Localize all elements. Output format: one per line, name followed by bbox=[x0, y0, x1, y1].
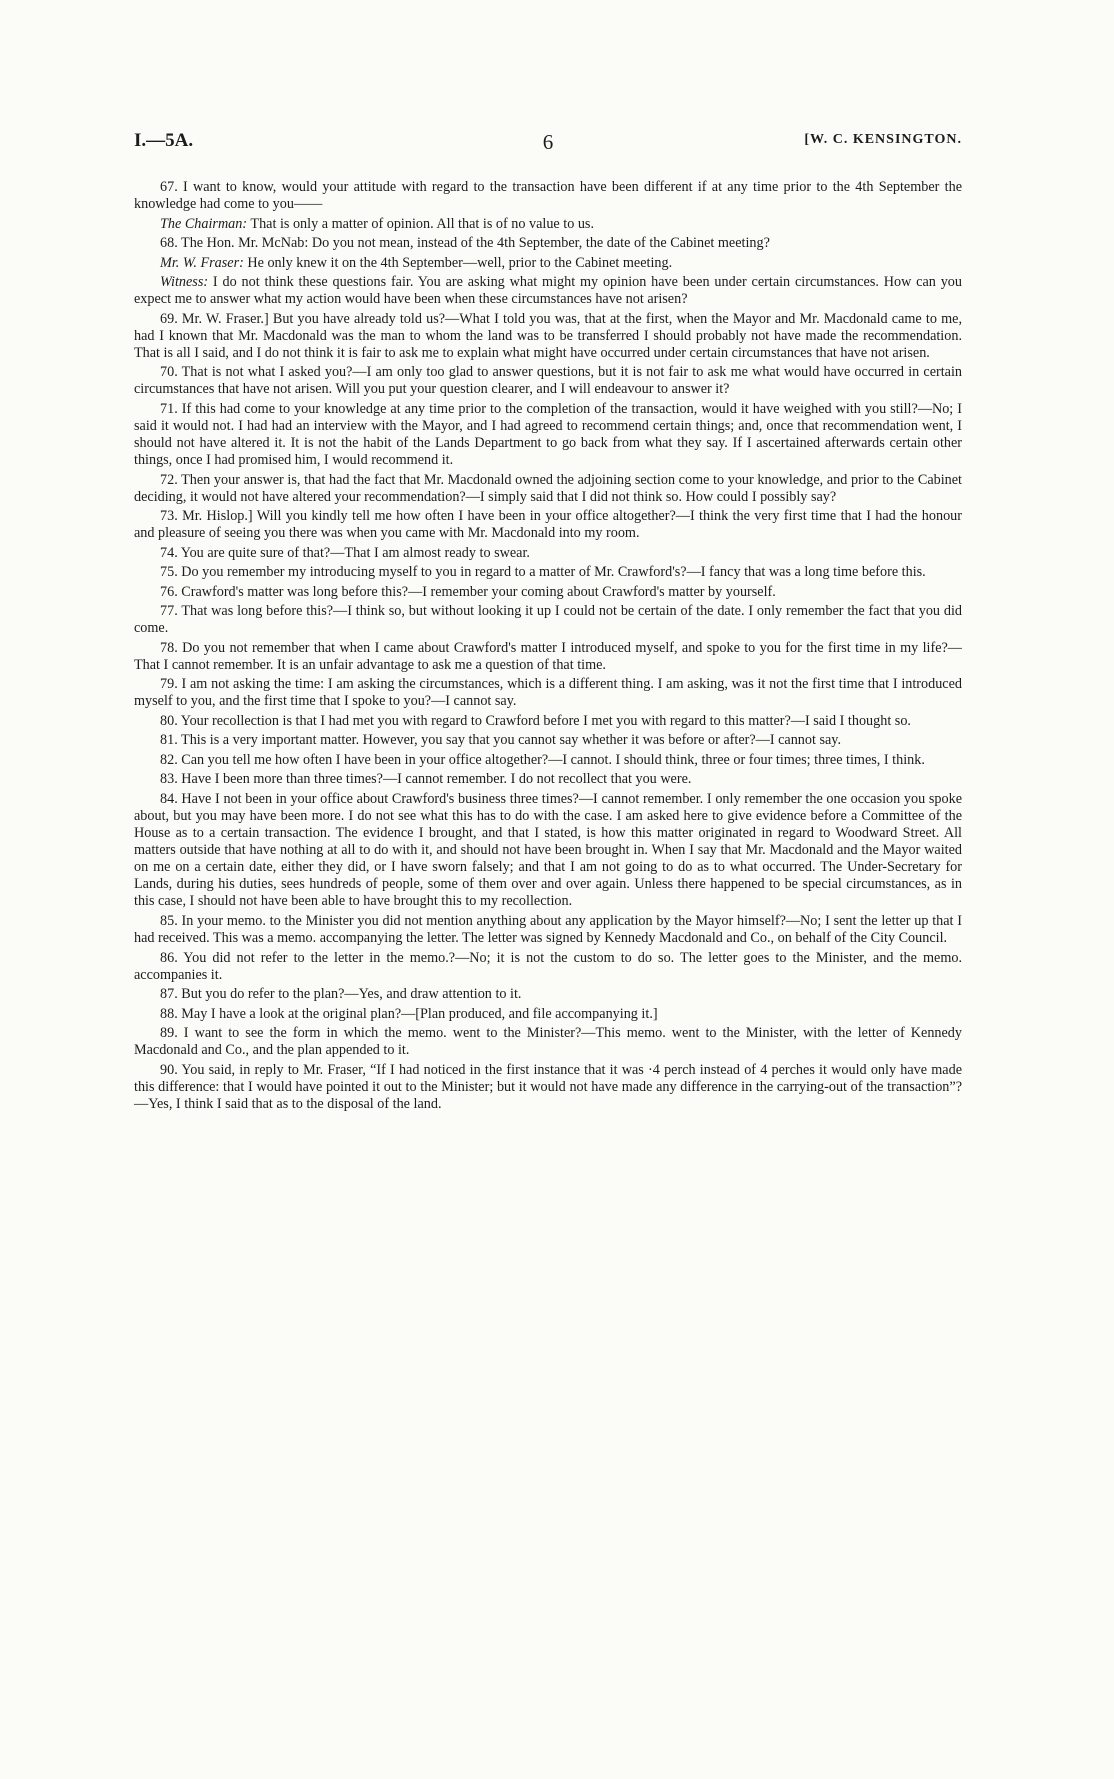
speaker-label: Mr. W. Fraser: bbox=[160, 254, 244, 271]
question-paragraph bbox=[134, 472, 962, 506]
paragraph-text: 76. Crawford's matter was long before this?—I remember your coming about Crawford's matter by yourself. bbox=[160, 583, 776, 600]
question-paragraph bbox=[134, 986, 962, 1003]
question-paragraph bbox=[134, 401, 962, 469]
question-paragraph bbox=[134, 713, 962, 730]
paragraph-text: 81. This is a very important matter. However, you say that you cannot say whether it was before or after?—I cannot say. bbox=[160, 732, 842, 749]
paragraph-text: 73. Mr. Hislop.] Will you kindly tell me how often I have been in your office altogether?—I think the very first time that I had the honour and pleasure of seeing you there was when you came with Mr. Macdonald into my room. bbox=[134, 508, 962, 542]
question-paragraph bbox=[134, 311, 962, 362]
speaker-label: The Chairman: bbox=[160, 215, 248, 232]
paragraph-text: 68. The Hon. Mr. McNab: Do you not mean, instead of the 4th September, the date of the Cabinet meeting? bbox=[160, 235, 770, 252]
paragraph-text: 83. Have I been more than three times?—I cannot remember. I do not recollect that you were. bbox=[160, 771, 692, 788]
question-paragraph bbox=[134, 1006, 962, 1023]
paragraph-text: 79. I am not asking the time: I am asking the circumstances, which is a different thing. I am asking, was it not the first time that I introduced myself to you, and the first time that I spoke to you?—I cannot say. bbox=[134, 676, 962, 710]
paragraph-text: He only knew it on the 4th September—well, prior to the Cabinet meeting. bbox=[243, 254, 673, 271]
paragraph-text: 71. If this had come to your knowledge at any time prior to the completion of the transaction, would it have weighed with you still?—No; I said it would not. I had had an interview with the Mayor, and I had agreed to recommend certain things; and, once that recommendation went, I should not have altered it. It is not the habit of the Lands Department to go back from what they say. If I ascertained afterwards certain other things, once I had promised him, I would recommend it. bbox=[134, 400, 962, 469]
paragraph-text: That is only a matter of opinion. All that is of no value to us. bbox=[247, 215, 595, 232]
evidence-text bbox=[134, 179, 962, 1113]
paragraph-text: 80. Your recollection is that I had met you with regard to Crawford before I met you with regard to this matter?—I said I thought so. bbox=[160, 712, 911, 729]
paragraph-text: 84. Have I not been in your office about Crawford's business three times?—I cannot remember. I only remember the one occasion you spoke about, but you may have been more. I do not see what this has to do with the case. I am asked here to give evidence before a Committee of the House as to a certain transaction. The evidence I brought, and that I stated, is how this matter originated in regard to Woodward Street. All matters outside that have nothing at all to do with it, and should not have been brought in. When I say that Mr. Macdonald and the Mayor waited on me on a certain date, either they did, or I have sworn falsely; and that I am not going to do as to what occurred. The Under-Secretary for Lands, during his duties, sees hundreds of people, some of them over and over again. Unless there happened to be special circumstances, as in this case, I should not have been able to have brought this to my recollection. bbox=[134, 790, 962, 910]
paragraph-text: 72. Then your answer is, that had the fact that Mr. Macdonald owned the adjoining section come to your knowledge, and prior to the Cabinet deciding, it would not have altered your recommendation?—I simply said that I did not think so. How could I possibly say? bbox=[134, 471, 962, 505]
page-number: 6 bbox=[542, 130, 554, 154]
question-paragraph bbox=[134, 235, 962, 252]
paragraph-text: 87. But you do refer to the plan?—Yes, and draw attention to it. bbox=[160, 986, 522, 1003]
paragraph-text: 90. You said, in reply to Mr. Fraser, “If I had noticed in the first instance that it was ·4 perch instead of 4 perches it would only have made this difference: that I would have pointed it out to the Minister; but it would not have made any difference in the carrying-out of the transaction”?—Yes, I think I said that as to the disposal of the land. bbox=[134, 1061, 962, 1112]
paragraph-text: 75. Do you remember my introducing myself to you in regard to a matter of Mr. Crawford's?—I fancy that was a long time before this. bbox=[160, 564, 926, 581]
question-paragraph bbox=[134, 216, 962, 233]
paragraph-text: 86. You did not refer to the letter in the memo.?—No; it is not the custom to do so. The letter goes to the Minister, and the memo. accompanies it. bbox=[134, 949, 962, 983]
question-paragraph bbox=[134, 179, 962, 213]
paragraph-text: 85. In your memo. to the Minister you did not mention anything about any application by the Mayor himself?—No; I sent the letter up that I had received. This was a memo. accompanying the letter. The letter was signed by Kennedy Macdonald and Co., on behalf of the City Council. bbox=[134, 912, 962, 947]
paragraph-text: 77. That was long before this?—I think so, but without looking it up I could not be certain of the date. I only remember the fact that you did come. bbox=[134, 603, 962, 637]
paragraph-text: 88. May I have a look at the original plan?—[Plan produced, and file accompanying it.] bbox=[160, 1005, 658, 1022]
question-paragraph bbox=[134, 913, 962, 947]
paragraph-text: 74. You are quite sure of that?—That I am almost ready to swear. bbox=[160, 544, 530, 561]
question-paragraph bbox=[134, 364, 962, 398]
question-paragraph bbox=[134, 545, 962, 562]
question-paragraph bbox=[134, 771, 962, 788]
speaker-label: Witness: bbox=[160, 274, 209, 291]
paragraph-text: 82. Can you tell me how often I have been in your office altogether?—I cannot. I should think, three or four times; three times, I think. bbox=[160, 751, 925, 768]
witness-name: [W. C. KENSINGTON. bbox=[804, 132, 962, 147]
paragraph-text: 70. That is not what I asked you?—I am only too glad to answer questions, but it is not fair to ask me what would have occurred in certain circumstances that have not arisen. Will you put your question clearer, and I will endeavour to answer it? bbox=[134, 364, 962, 398]
question-paragraph bbox=[134, 950, 962, 984]
question-paragraph bbox=[134, 1062, 962, 1113]
question-paragraph bbox=[134, 508, 962, 542]
paragraph-text: 67. I want to know, would your attitude with regard to the transaction have been different if at any time prior to the 4th September the knowledge had come to you—— bbox=[134, 179, 962, 213]
question-paragraph bbox=[134, 732, 962, 749]
question-paragraph bbox=[134, 564, 962, 581]
question-paragraph bbox=[134, 1025, 962, 1059]
question-paragraph bbox=[134, 274, 962, 308]
question-paragraph bbox=[134, 791, 962, 911]
paragraph-text: 78. Do you not remember that when I came about Crawford's matter I introduced myself, and spoke to you for the first time in my life?—That I cannot remember. It is an unfair advantage to ask me a question of that time. bbox=[134, 639, 962, 673]
question-paragraph bbox=[134, 676, 962, 710]
page-header bbox=[134, 130, 962, 154]
question-paragraph bbox=[134, 603, 962, 637]
document-reference: I.—5A. bbox=[134, 130, 194, 151]
paragraph-text: 69. Mr. W. Fraser.] But you have already told us?—What I told you was, that at the first, when the Mayor and Mr. Macdonald came to me, had I known that Mr. Macdonald was the man to whom the land was to be transferred I should probably not have made the recommendation. That is all I said, and I do not think it is fair to ask me to explain what might have occurred under certain circumstances that have not arisen. bbox=[134, 310, 962, 361]
question-paragraph bbox=[134, 640, 962, 674]
question-paragraph bbox=[134, 752, 962, 769]
question-paragraph bbox=[134, 584, 962, 601]
paragraph-text: 89. I want to see the form in which the memo. went to the Minister?—This memo. went to the Minister, with the letter of Kennedy Macdonald and Co., and the plan appended to it. bbox=[134, 1025, 962, 1059]
question-paragraph bbox=[134, 255, 962, 272]
paragraph-text: I do not think these questions fair. You are asking what might my opinion have been under certain circumstances. How can you expect me to answer what my action would have been when these circumstances have not arisen? bbox=[134, 274, 962, 308]
